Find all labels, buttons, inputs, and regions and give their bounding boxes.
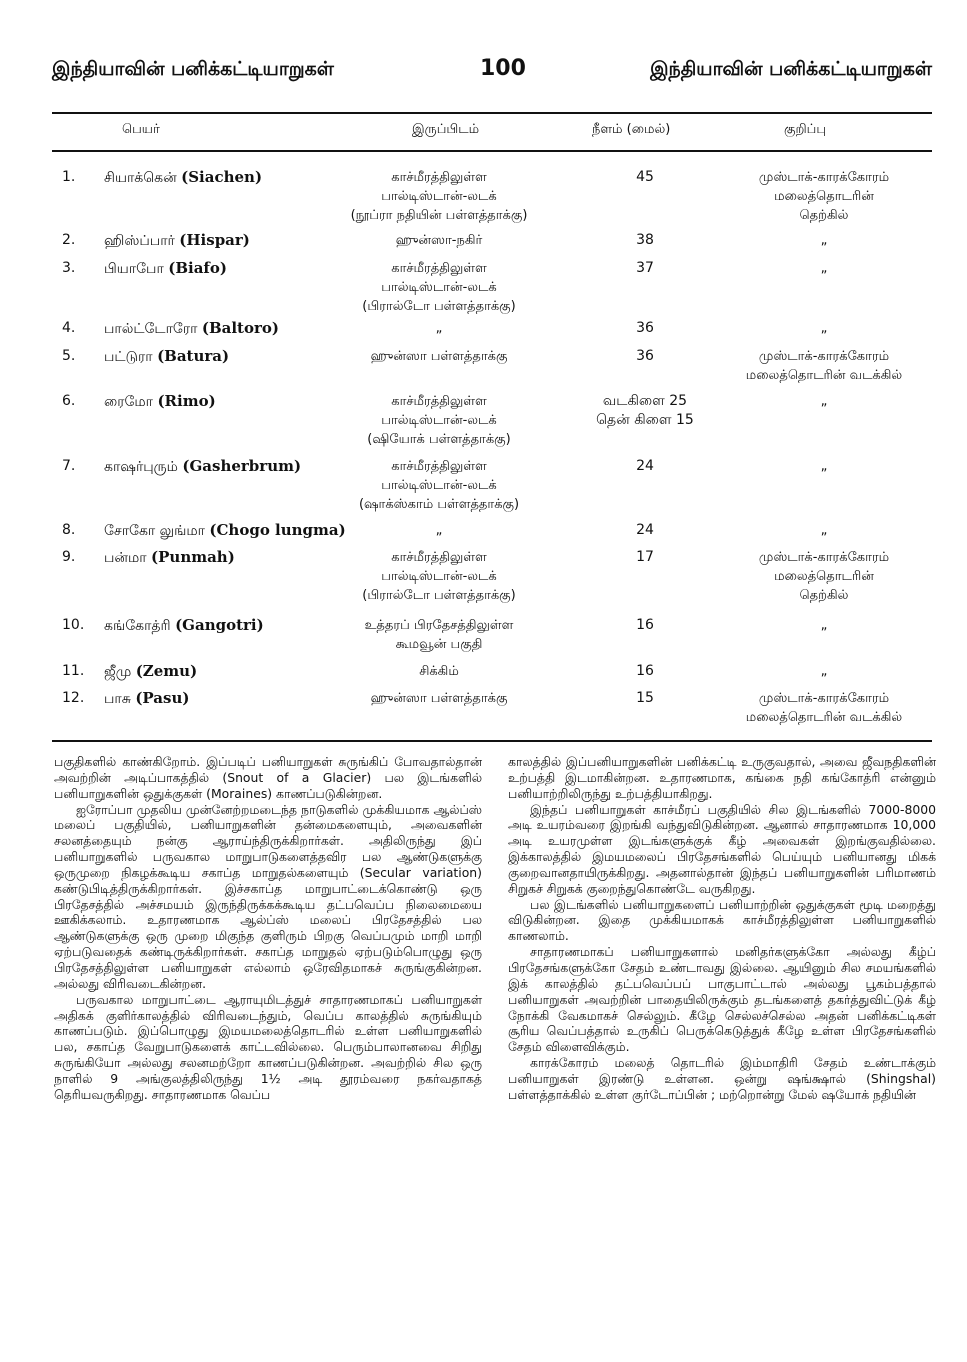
row-number: 5.	[62, 348, 76, 364]
glacier-name-english: (Siachen)	[181, 168, 263, 186]
body-paragraph: பகுதிகளில் காண்கிறோம். இப்படிப் பனியாறுகள் சுருங்கிப் போவதால்தான் அவற்றின் அடிப்பாகத்தில் (Snout of a Glacier) பல இடங்களில் பனியாறுகளின் ஒதுக்குகள் (Moraines) காணப்படுகின்றன.	[54, 754, 482, 801]
glacier-length: வடகிளை 25 தென் கிளை 15	[596, 393, 694, 428]
column-header-location: இருப்பிடம்	[412, 122, 480, 137]
column-header-note: குறிப்பு	[784, 122, 827, 137]
glacier-name-english: (Punmah)	[151, 548, 235, 566]
glacier-name-english: (Hispar)	[179, 231, 250, 249]
glacier-name-english: (Baltoro)	[201, 319, 279, 337]
glacier-name-english: (Biafo)	[168, 259, 227, 277]
page-number: 100	[480, 56, 526, 81]
row-number: 3.	[62, 260, 76, 276]
glacier-note: „	[820, 459, 828, 474]
running-title-right: இந்தியாவின் பனிக்கட்டியாறுகள்	[650, 58, 932, 80]
glacier-location: „	[435, 321, 443, 336]
body-paragraph: காரக்கோரம் மலைத் தொடரில் இம்மாதிரி சேதம் உண்டாக்கும் பனியாறுகள் இரண்டு உள்ளன. ஒன்று ஷங்க்ஷால் (Shingshal) பள்ளத்தாக்கில் உள்ள குர்டோப்பின் ; மற்றொன்று மேல் ஷயோக் நதியின்	[508, 1055, 936, 1102]
glacier-location: ஹுன்ஸா பள்ளத்தாக்கு	[370, 349, 508, 364]
glacier-length: 17	[636, 549, 654, 565]
glacier-name-tamil: கங்கோத்ரி	[104, 618, 176, 634]
glacier-length: 16	[636, 617, 654, 633]
body-paragraph: பருவகால மாறுபாட்டை ஆராயுமிடத்துச் சாதாரணமாகப் பனியாறுகள் அதிகக் குளிர்காலத்தில் விரிவடைந்தும், வெப்ப காலத்தில் சுருங்கியும் காணப்படும். இப்பொழுது இமயமலைத்தொடரில் உள்ள பனியாறுகளில் பல, சகாப்த வேறுபாடுகளைக் காட்டவில்லை. பெரும்பாலானவை சிறிது சுருங்கியோ அல்லது சலனமற்றோ காணப்படுகின்றன. அவற்றில் சில ஒரு நாளில் 9 அங்குலத்திலிருந்து 1½ அடி தூரம்வரை நகர்வதாகத் தெரியவருகிறது. சாதாரணமாக வெப்ப	[54, 991, 482, 1102]
glacier-length: 24	[636, 458, 654, 474]
body-paragraph: காலத்தில் இப்பனியாறுகளின் பனிக்கட்டி உருகுவதால், அவை ஜீவநதிகளின் உற்பத்தி இடமாகின்றன. உதாரணமாக, கங்கை நதி கங்கோத்ரி என்னும் பனியாற்றிலிருந்து உற்பத்தியாகிறது.	[508, 754, 936, 801]
glacier-location: காச்மீரத்திலுள்ள பால்டிஸ்டான்-லடக் (ஷியோக் பள்ளத்தாக்கு)	[367, 394, 511, 447]
glacier-note: „	[820, 618, 828, 633]
table-bottom-rule	[52, 740, 932, 742]
glacier-note: முஸ்டாக்-காரக்கோரம் மலைத்தொடரின் வடக்கில்	[745, 691, 903, 725]
glacier-location: சிக்கிம்	[419, 664, 459, 679]
page-header	[52, 58, 932, 94]
row-number: 10.	[62, 617, 85, 633]
row-number: 6.	[62, 393, 76, 409]
glacier-length: 36	[636, 348, 654, 364]
glacier-name-english: (Batura)	[157, 347, 230, 365]
column-header-length: நீளம் (மைல்)	[592, 122, 671, 137]
glacier-note: முஸ்டாக்-காரக்கோரம் மலைத்தொடரின் தெற்கில்	[758, 550, 890, 603]
glacier-location: காச்மீரத்திலுள்ள பால்டிஸ்டான்-லடக் (பிரால்டோ பள்ளத்தாக்கு)	[362, 550, 516, 603]
glacier-length: 36	[636, 320, 654, 336]
glacier-note: „	[820, 664, 828, 679]
glacier-location: „	[435, 523, 443, 538]
glacier-table	[52, 168, 932, 728]
running-title-left: இந்தியாவின் பனிக்கட்டியாறுகள்	[52, 58, 334, 80]
row-number: 2.	[62, 232, 76, 248]
glacier-note: „	[820, 523, 828, 538]
glacier-name-english: (Chogo lungma)	[209, 521, 346, 539]
glacier-length: 16	[636, 663, 654, 679]
glacier-location: ஹுன்ஸா-நகிர்	[395, 233, 483, 248]
glacier-name-english: (Gasherbrum)	[182, 457, 302, 475]
row-number: 7.	[62, 458, 76, 474]
row-number: 1.	[62, 169, 76, 185]
glacier-note: „	[820, 394, 828, 409]
glacier-name-tamil: பால்ட்டோரோ	[104, 321, 202, 337]
glacier-location: காச்மீரத்திலுள்ள பால்டிஸ்டான்-லடக் (பிரால்டோ பள்ளத்தாக்கு)	[362, 261, 516, 314]
table-top-rule	[52, 112, 932, 114]
glacier-name-tamil: பட்டுரா	[104, 349, 158, 365]
body-paragraph: ஐரோப்பா முதலிய முன்னேற்றமடைந்த நாடுகளில் முக்கியமாக ஆல்ப்ஸ் மலைப் பகுதியில், பனியாறுகளின் தன்மைகளையும், அவைகளின் சலனத்தையும் நன்கு ஆராய்ந்திருக்கிறார்கள். அதிலிருந்து இப் பனியாறுகளில் பருவகால மாறுபாடுகளைத்தவிர பல ஆண்டுகளுக்கு ஒருமுறை நிகழக்கூடிய சகாப்த மாறுதல்களையும் (Secular variation) கண்டுபிடித்திருக்கிறார்கள். இச்சகாப்த மாறுபாட்டைக்கொண்டு ஒரு பிரதேசத்தில் அச்சமயம் இருந்திருக்கக்கூடிய தட்பவெப்ப நிலைமையை ஊகிக்கலாம். உதாரணமாக ஆல்ப்ஸ் மலைப் பிரதேசத்தில் பல ஆண்டுகளுக்கு ஒரு முறை மிகுந்த குளிரும் பிறகு வெப்பமும் மாறி மாறி ஏற்படுவதைக் கண்டிருக்கிறார்கள். சகாப்த மாறுதல் ஏற்படும்பொழுது ஒரு பிரதேசத்திலுள்ள பனியாறுகள் எல்லாம் ஒரேவிதமாகச் சுருங்குகின்றன. அல்லது விரிவடைகின்றன.	[54, 801, 482, 991]
row-number: 11.	[62, 663, 85, 679]
glacier-name-tamil: பாசு	[104, 691, 136, 707]
row-number: 9.	[62, 549, 76, 565]
glacier-location: உத்தரப் பிரதேசத்திலுள்ள கூமவூன் பகுதி	[364, 618, 514, 652]
body-column-left	[54, 754, 482, 1103]
glacier-name-english: (Rimo)	[157, 392, 216, 410]
glacier-name-tamil: சோகோ லுங்மா	[104, 523, 210, 539]
table-header-rule	[52, 150, 932, 152]
glacier-name-tamil: பன்மா	[104, 550, 152, 566]
row-number: 4.	[62, 320, 76, 336]
glacier-note: „	[820, 321, 828, 336]
body-paragraph: சாதாரணமாகப் பனியாறுகளால் மனிதர்களுக்கோ அல்லது கீழ்ப் பிரதேசங்களுக்கோ சேதம் உண்டாவது இல்லை. ஆயினும் சில சமயங்களில் இக் காலத்தில் தட்பவெப்பப் பாகுபாட்டால் அல்லது பூகம்பத்தால் பனியாறுகள் அவற்றின் பாதையிலிருக்கும் தடங்களைத் தகர்த்துவிட்டுக் கீழ் நோக்கி வேகமாகச் செல்லும். கீழே செல்லச்செல்ல அதன் பனிக்கட்டிகள் சூரிய வெப்பத்தால் உருகிப் பெருக்கெடுத்துக் கீழே உள்ள பிரதேசங்களில் சேதம் விளைவிக்கும்.	[508, 944, 936, 1055]
glacier-note: முஸ்டாக்-காரக்கோரம் மலைத்தொடரின் தெற்கில்	[758, 170, 890, 223]
table-header	[52, 122, 932, 142]
glacier-length: 15	[636, 690, 654, 706]
row-number: 8.	[62, 522, 76, 538]
glacier-name-tamil: ரைமோ	[104, 394, 158, 410]
glacier-note: „	[820, 261, 828, 276]
glacier-note: முஸ்டாக்-காரக்கோரம் மலைத்தொடரின் வடக்கில்	[745, 349, 903, 383]
glacier-name-english: (Gangotri)	[175, 616, 264, 634]
glacier-name-english: (Zemu)	[135, 662, 198, 680]
glacier-name-tamil: ஹிஸ்ப்பார்	[104, 233, 180, 249]
glacier-location: ஹுன்ஸா பள்ளத்தாக்கு	[370, 691, 508, 706]
column-header-name: பெயர்	[122, 122, 160, 137]
glacier-name-tamil: காஷர்புரும்	[104, 459, 183, 475]
glacier-name-tamil: பியாபோ	[104, 261, 169, 277]
glacier-length: 38	[636, 232, 654, 248]
body-paragraph: இந்தப் பனியாறுகள் காச்மீரப் பகுதியில் சில இடங்களில் 7000-8000 அடி உயரம்வரை இறங்கி வந்துவிடுகின்றன. ஆனால் சாதாரணமாக 10,000 அடி உயரமுள்ள இடங்களுக்குக் கீழ் அவைகள் இறங்குவதில்லை. இக்காலத்தில் இமயமலைப் பிரதேசங்களில் பெய்யும் பனியானது மிகக் குறைவானதாயிருக்கிறது. அதனால்தான் இந்தப் பனியாறுகளின் பரிமாணம் சிறுகச் சிறுகக் குறைந்துகொண்டே வருகிறது.	[508, 801, 936, 896]
glacier-length: 24	[636, 522, 654, 538]
glacier-location: காச்மீரத்திலுள்ள பால்டிஸ்டான்-லடக் (நூப்ரா நதியின் பள்ளத்தாக்கு)	[350, 170, 528, 223]
row-number: 12.	[62, 690, 85, 706]
glacier-name-english: (Pasu)	[135, 689, 190, 707]
glacier-location: காச்மீரத்திலுள்ள பால்டிஸ்டான்-லடக் (ஷாக்ஸ்காம் பள்ளத்தாக்கு)	[358, 459, 520, 512]
glacier-note: „	[820, 233, 828, 248]
glacier-length: 45	[636, 169, 654, 185]
glacier-name-tamil: சியாக்கென்	[104, 170, 182, 186]
body-column-right	[508, 754, 936, 1103]
glacier-length: 37	[636, 260, 654, 276]
glacier-name-tamil: ஜீமு	[104, 664, 136, 680]
body-paragraph: பல இடங்களில் பனியாறுகளைப் பனியாற்றின் ஒதுக்குகள் மூடி மறைத்து விடுகின்றன. இதை முக்கியமாகக் காச்மீரத்திலுள்ள பனியாறுகளில் காணலாம்.	[508, 896, 936, 944]
